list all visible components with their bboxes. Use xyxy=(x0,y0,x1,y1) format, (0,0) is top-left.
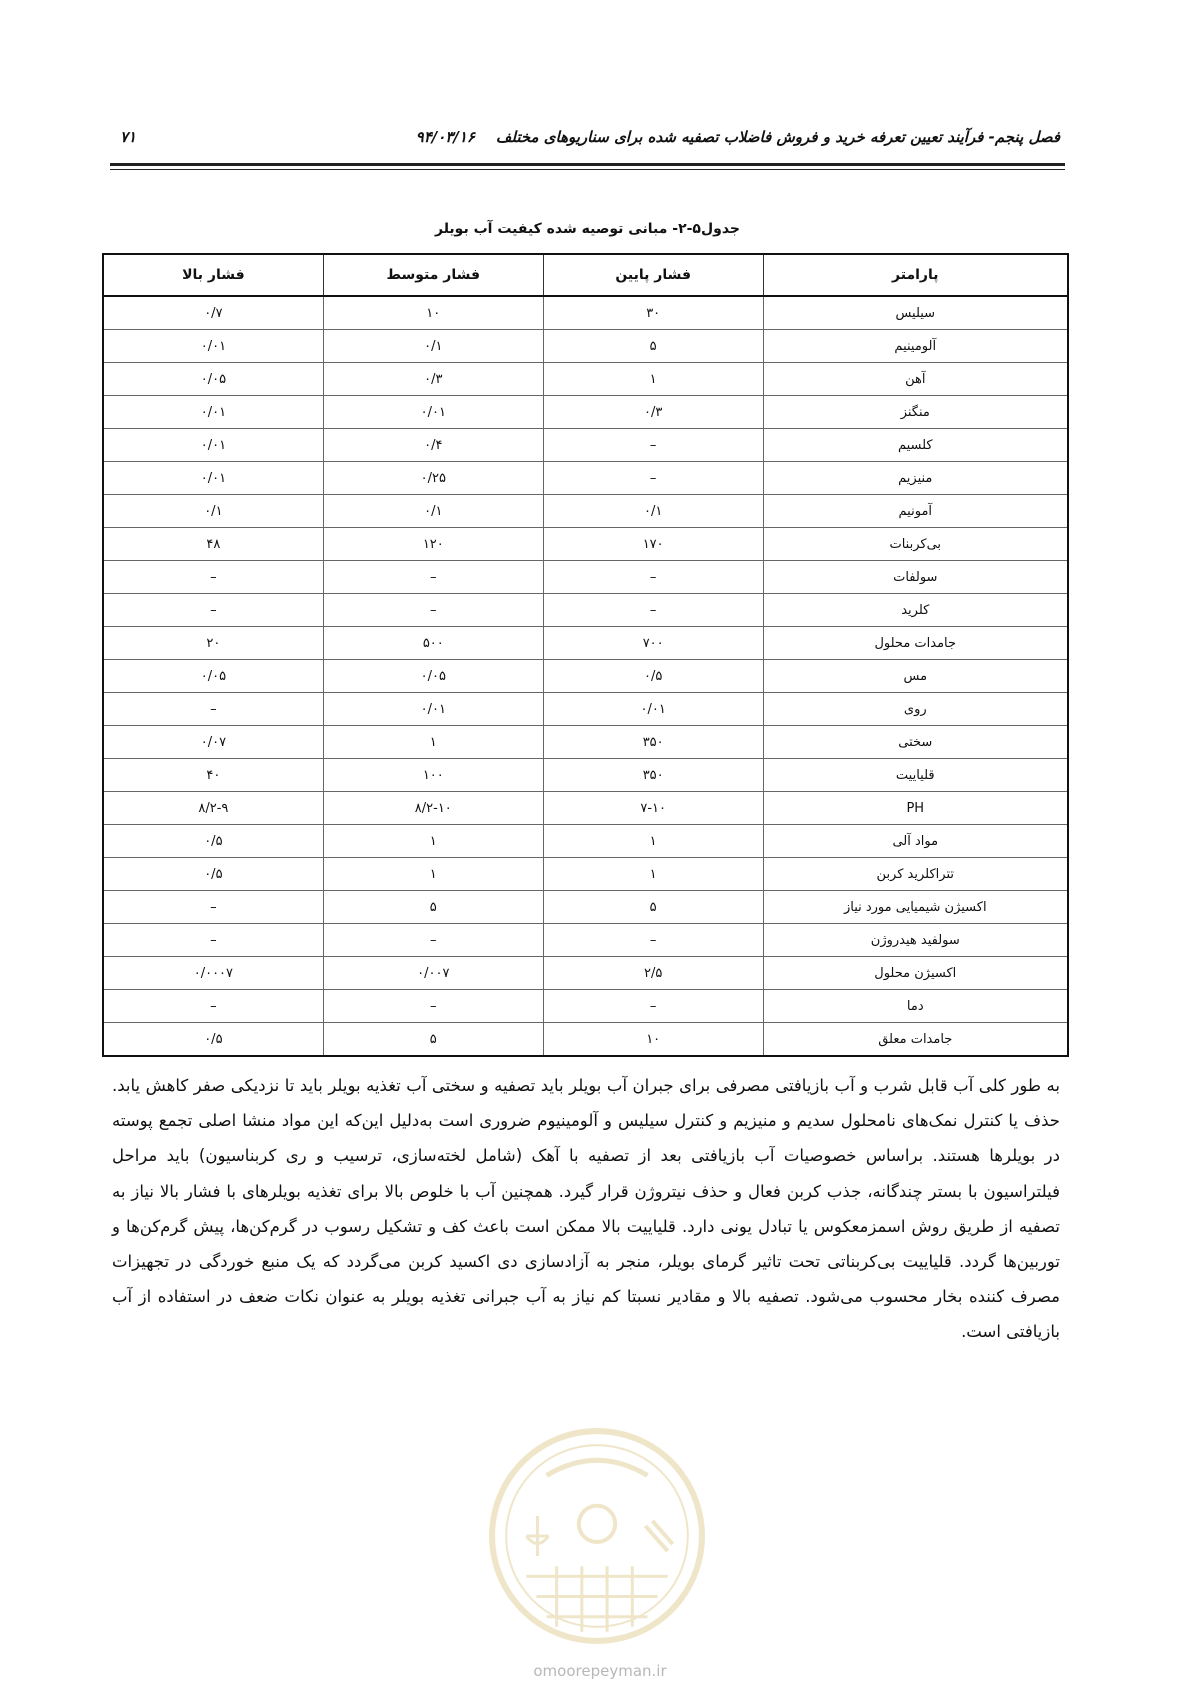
value-cell: ۰/۱ xyxy=(103,495,323,528)
table-row xyxy=(103,726,1068,759)
value-cell: ۸/۲-۱۰ xyxy=(323,792,543,825)
table-row xyxy=(103,495,1068,528)
value-cell: – xyxy=(543,990,763,1023)
table-row xyxy=(103,330,1068,363)
value-cell: ۰/۵ xyxy=(103,858,323,891)
value-cell: ۰/۰۱ xyxy=(323,693,543,726)
table-row xyxy=(103,462,1068,495)
value-cell: ۴۸ xyxy=(103,528,323,561)
page-header xyxy=(110,128,1060,156)
value-cell: ۱ xyxy=(543,858,763,891)
parameter-cell: دما xyxy=(763,990,1068,1023)
parameter-cell: آهن xyxy=(763,363,1068,396)
value-cell: ۰/۰۰۰۷ xyxy=(103,957,323,990)
value-cell: ۳۰ xyxy=(543,296,763,330)
value-cell: – xyxy=(543,924,763,957)
value-cell: ۰/۰۱ xyxy=(103,429,323,462)
value-cell: ۰/۲۵ xyxy=(323,462,543,495)
value-cell: – xyxy=(103,924,323,957)
value-cell: ۱۰۰ xyxy=(323,759,543,792)
table-row xyxy=(103,363,1068,396)
table-row xyxy=(103,561,1068,594)
value-cell: – xyxy=(103,891,323,924)
table-body xyxy=(103,296,1068,1056)
value-cell: ۰/۰۷ xyxy=(103,726,323,759)
body-paragraph: به طور کلی آب قابل شرب و آب بازیافتی مصرفی برای جبران آب بویلر باید تصفیه و سختی آب تغذیه بویلر باید تا نزدیکی صفر کاهش یابد. حذف یا کنترل نمک‌های نامحلول سدیم و منیزیم و کنترل سیلیس و آلومینیوم ضروری است به‌دلیل این‌که این مواد منشا اصلی تجمع پوسته در بویلرها هستند. براساس خصوصیات آب بازیافتی بعد از تصفیه با آهک (شامل لخته‌سازی، ترسیب و ری کربناسیون) باید مراحل فیلتراسیون با بستر چندگانه، جذب کربن فعال و حذف نیتروژن قرار گیرد. همچنین آب با خلوص بالا برای تغذیه بویلرهای با فشار بالا نیاز به تصفیه از طریق روش اسمزمعکوس یا تبادل یونی دارد. قلیاییت بالا ممکن است باعث کف و تشکیل رسوب در گرم‌کن‌ها، پیش گرم‌کن‌ها و توربین‌ها گردد. قلیاییت بی‌کربناتی تحت تاثیر گرمای بویلر، منجر به آزادسازی دی اکسید کربن می‌گردد که یک منبع خوردگی در تجهیزات مصرف کننده بخار محسوب می‌شود. تصفیه بالا و مقادیر نسبتا کم نیاز به آب جبرانی تغذیه بویلر به عنوان نکات ضعف در استفاده از آب بازیافتی است. xyxy=(112,1076,1060,1342)
parameter-cell: جامدات محلول xyxy=(763,627,1068,660)
parameter-cell: آلومینیم xyxy=(763,330,1068,363)
value-cell: ۰/۰۵ xyxy=(103,363,323,396)
value-cell: ۰/۳ xyxy=(543,396,763,429)
value-cell: ۰/۰۵ xyxy=(323,660,543,693)
value-cell: ۵ xyxy=(323,891,543,924)
table-row xyxy=(103,296,1068,330)
value-cell: ۰/۰۱ xyxy=(103,462,323,495)
value-cell: ۸/۲-۹ xyxy=(103,792,323,825)
value-cell: ۰/۰۵ xyxy=(103,660,323,693)
column-header: فشار متوسط xyxy=(323,254,543,296)
table-row xyxy=(103,825,1068,858)
publisher-seal-watermark xyxy=(486,1425,708,1647)
value-cell: – xyxy=(323,990,543,1023)
value-cell: ۵ xyxy=(543,330,763,363)
value-cell: – xyxy=(103,594,323,627)
chapter-title xyxy=(416,128,1060,146)
table-caption: جدول۵-۲- مبانی توصیه شده کیفیت آب بویلر xyxy=(435,221,740,237)
value-cell: ۲۰ xyxy=(103,627,323,660)
parameter-cell: بی‌کربنات xyxy=(763,528,1068,561)
table-row xyxy=(103,396,1068,429)
parameter-cell: منیزیم xyxy=(763,462,1068,495)
value-cell: ۱ xyxy=(323,726,543,759)
column-header: فشار بالا xyxy=(103,254,323,296)
table-row xyxy=(103,594,1068,627)
value-cell: ۱۰ xyxy=(543,1023,763,1057)
table-header-row xyxy=(103,254,1068,296)
value-cell: ۰/۰۱ xyxy=(323,396,543,429)
page-number: ۷۱ xyxy=(120,128,137,146)
value-cell: ۰/۷ xyxy=(103,296,323,330)
parameter-cell: مس xyxy=(763,660,1068,693)
column-header: فشار پایین xyxy=(543,254,763,296)
value-cell: – xyxy=(543,429,763,462)
parameter-cell: جامدات معلق xyxy=(763,1023,1068,1057)
value-cell: ۱ xyxy=(543,825,763,858)
value-cell: ۴۰ xyxy=(103,759,323,792)
chapter-title-text: فصل پنجم- فرآیند تعیین تعرفه خرید و فروش فاضلاب تصفیه شده برای سناریوهای مختلف xyxy=(495,128,1060,146)
value-cell: – xyxy=(323,594,543,627)
table-row xyxy=(103,429,1068,462)
value-cell: – xyxy=(103,561,323,594)
value-cell: ۰/۱ xyxy=(323,330,543,363)
value-cell: ۵۰۰ xyxy=(323,627,543,660)
value-cell: ۰/۰۱ xyxy=(103,396,323,429)
value-cell: ۰/۵ xyxy=(103,825,323,858)
table-row xyxy=(103,1023,1068,1057)
parameter-cell: آمونیم xyxy=(763,495,1068,528)
table-row xyxy=(103,858,1068,891)
table-row xyxy=(103,759,1068,792)
table-row xyxy=(103,693,1068,726)
watermark-site: omoorepeyman.ir xyxy=(533,1662,667,1680)
parameter-cell: سختی xyxy=(763,726,1068,759)
value-cell: ۱ xyxy=(543,363,763,396)
value-cell: ۵ xyxy=(543,891,763,924)
value-cell: ۳۵۰ xyxy=(543,726,763,759)
column-header: پارامتر xyxy=(763,254,1068,296)
value-cell: ۲/۵ xyxy=(543,957,763,990)
value-cell: – xyxy=(543,561,763,594)
parameter-cell: سولفات xyxy=(763,561,1068,594)
parameter-cell: PH xyxy=(763,792,1068,825)
parameter-cell: کلرید xyxy=(763,594,1068,627)
parameter-cell: اکسیژن محلول xyxy=(763,957,1068,990)
parameter-cell: کلسیم xyxy=(763,429,1068,462)
value-cell: – xyxy=(103,693,323,726)
table-row xyxy=(103,528,1068,561)
value-cell: – xyxy=(543,462,763,495)
table-row xyxy=(103,957,1068,990)
value-cell: ۱۲۰ xyxy=(323,528,543,561)
value-cell: ۰/۳ xyxy=(323,363,543,396)
parameter-cell: سولفید هیدروژن xyxy=(763,924,1068,957)
value-cell: ۷-۱۰ xyxy=(543,792,763,825)
value-cell: – xyxy=(323,561,543,594)
value-cell: ۰/۰۱ xyxy=(543,693,763,726)
table-row xyxy=(103,891,1068,924)
header-date: ۹۴/۰۳/۱۶ xyxy=(415,128,475,146)
value-cell: ۰/۴ xyxy=(323,429,543,462)
parameter-cell: روی xyxy=(763,693,1068,726)
header-rule-thin xyxy=(110,169,1065,170)
parameter-cell: قلیاییت xyxy=(763,759,1068,792)
value-cell: ۱۰ xyxy=(323,296,543,330)
value-cell: ۱ xyxy=(323,825,543,858)
value-cell: ۰/۵ xyxy=(103,1023,323,1057)
header-rule xyxy=(110,163,1065,166)
table-row xyxy=(103,660,1068,693)
value-cell: ۰/۵ xyxy=(543,660,763,693)
table-row xyxy=(103,990,1068,1023)
parameter-cell: مواد آلی xyxy=(763,825,1068,858)
value-cell: ۷۰۰ xyxy=(543,627,763,660)
value-cell: ۱ xyxy=(323,858,543,891)
table-row xyxy=(103,924,1068,957)
table-row xyxy=(103,792,1068,825)
value-cell: ۰/۱ xyxy=(543,495,763,528)
boiler-water-quality-table xyxy=(102,253,1069,1057)
parameter-cell: سیلیس xyxy=(763,296,1068,330)
value-cell: ۰/۰۰۷ xyxy=(323,957,543,990)
value-cell: ۰/۰۱ xyxy=(103,330,323,363)
value-cell: ۵ xyxy=(323,1023,543,1057)
table-row xyxy=(103,627,1068,660)
parameter-cell: تتراکلرید کربن xyxy=(763,858,1068,891)
value-cell: – xyxy=(323,924,543,957)
value-cell: ۱۷۰ xyxy=(543,528,763,561)
value-cell: – xyxy=(543,594,763,627)
value-cell: ۳۵۰ xyxy=(543,759,763,792)
parameter-cell: منگنز xyxy=(763,396,1068,429)
value-cell: – xyxy=(103,990,323,1023)
value-cell: ۰/۱ xyxy=(323,495,543,528)
parameter-cell: اکسیژن شیمیایی مورد نیاز xyxy=(763,891,1068,924)
